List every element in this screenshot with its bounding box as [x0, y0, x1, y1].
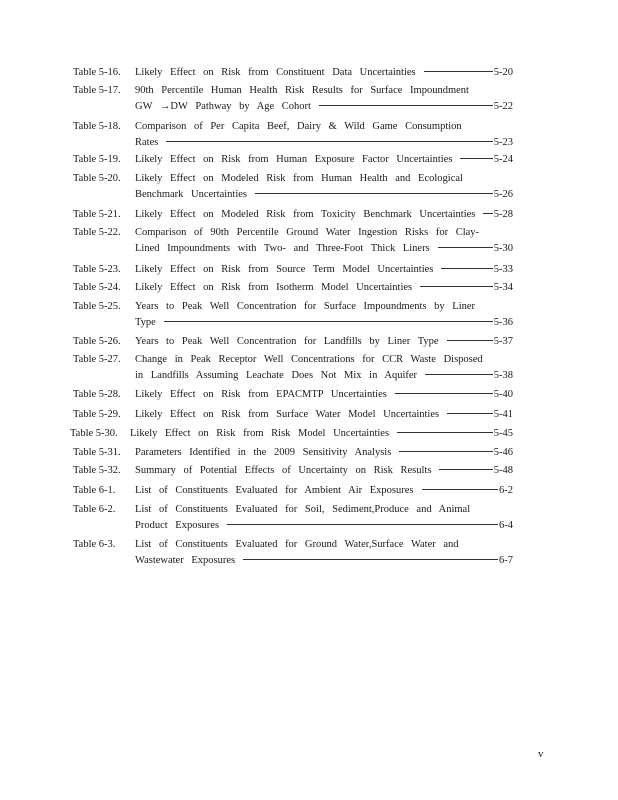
page-ref: 5-30 — [493, 243, 513, 254]
table-number: Table 5-17. — [73, 85, 121, 96]
page-number: v — [538, 748, 544, 760]
leader-line — [227, 524, 498, 525]
page-ref: 5-22 — [493, 101, 513, 112]
page-ref: 6-2 — [499, 485, 513, 496]
table-title-line: Likely Effect on Risk from Human Exposure Factor Uncertainties — [135, 154, 453, 165]
leader-line — [420, 286, 493, 287]
table-title-line: Years to Peak Well Concentration for Surface Impoundments by Liner — [135, 301, 476, 312]
page-ref: 5-41 — [493, 409, 513, 420]
leader-line — [319, 105, 493, 106]
table-title-line: Likely Effect on Risk from Isotherm Model Uncertainties — [135, 282, 413, 293]
page-ref: 5-38 — [493, 370, 513, 381]
table-title-line: Summary of Potential Effects of Uncertainty on Risk Results — [135, 465, 432, 476]
leader-line — [483, 213, 492, 214]
table-title-line: Product Exposures — [135, 520, 220, 531]
table-title-line: Years to Peak Well Concentration for Landfills by Liner Type — [135, 336, 439, 347]
leader-line — [447, 340, 493, 341]
table-number: Table 5-29. — [73, 409, 121, 420]
table-title-line: Likely Effect on Modeled Risk from Human Health and Ecological — [135, 173, 463, 184]
table-number: Table 5-21. — [73, 209, 121, 220]
page-ref: 5-40 — [493, 389, 513, 400]
table-number: Table 5-20. — [73, 173, 121, 184]
table-title-line: 90th Percentile Human Health Risk Results for Surface Impoundment — [135, 85, 469, 96]
table-title-line: Likely Effect on Risk from Constituent Data Uncertainties — [135, 67, 416, 78]
page-ref: 5-48 — [493, 465, 513, 476]
leader-line — [395, 393, 493, 394]
leader-line — [243, 559, 498, 560]
page-ref: 5-46 — [493, 447, 513, 458]
leader-line — [425, 374, 493, 375]
leader-line — [399, 451, 492, 452]
page-ref: 5-24 — [493, 154, 513, 165]
page-ref: 6-4 — [499, 520, 513, 531]
table-title-line: Parameters Identified in the 2009 Sensitivity Analysis — [135, 447, 392, 458]
leader-line — [424, 71, 493, 72]
table-title-line: Likely Effect on Risk from Source Term Model Uncertainties — [135, 264, 434, 275]
table-title-line: Change in Peak Receptor Well Concentrations for CCR Waste Disposed — [135, 354, 483, 365]
page-ref: 5-26 — [493, 189, 513, 200]
table-title-line: Lined Impoundments with Two- and Three-Foot Thick Liners — [135, 243, 430, 254]
page-ref: 5-23 — [493, 137, 513, 148]
table-number: Table 5-32. — [73, 465, 121, 476]
leader-line — [460, 158, 492, 159]
page-ref: 5-33 — [493, 264, 513, 275]
page-ref: 5-20 — [493, 67, 513, 78]
table-number: Table 6-1. — [73, 485, 116, 496]
leader-line — [439, 469, 492, 470]
leader-line — [166, 141, 492, 142]
table-number: Table 5-25. — [73, 301, 121, 312]
leader-line — [441, 268, 492, 269]
leader-line — [422, 489, 498, 490]
table-title-line: Likely Effect on Risk from Risk Model Uncertainties — [130, 428, 390, 439]
leader-line — [397, 432, 493, 433]
leader-line — [164, 321, 493, 322]
table-number: Table 5-30. — [70, 428, 118, 439]
table-title-line: Benchmark Uncertainties — [135, 189, 247, 200]
table-title-line: Comparison of 90th Percentile Ground Water Ingestion Risks for Clay- — [135, 227, 480, 238]
table-title-line: in Landfills Assuming Leachate Does Not Mix in Aquifer — [135, 370, 418, 381]
page-ref: 5-37 — [493, 336, 513, 347]
leader-line — [447, 413, 493, 414]
table-number: Table 5-22. — [73, 227, 121, 238]
table-title-line: List of Constituents Evaluated for Ground Water,Surface Water and — [135, 539, 459, 550]
table-title-line: Wastewater Exposures — [135, 555, 236, 566]
table-number: Table 5-18. — [73, 121, 121, 132]
table-title-line: List of Constituents Evaluated for Soil, Sediment,Produce and Animal — [135, 504, 471, 515]
table-title-line: Comparison of Per Capita Beef, Dairy & Wild Game Consumption — [135, 121, 462, 132]
table-number: Table 6-2. — [73, 504, 116, 515]
leader-line — [438, 247, 493, 248]
table-number: Table 5-24. — [73, 282, 121, 293]
page-ref: 5-45 — [493, 428, 513, 439]
table-number: Table 6-3. — [73, 539, 116, 550]
table-title-line: Rates — [135, 137, 159, 148]
page-ref: 5-36 — [493, 317, 513, 328]
leader-line — [255, 193, 493, 194]
table-number: Table 5-27. — [73, 354, 121, 365]
table-number: Table 5-26. — [73, 336, 121, 347]
table-title-line: Type — [135, 317, 156, 328]
table-title-line: List of Constituents Evaluated for Ambient Air Exposures — [135, 485, 414, 496]
table-title-line: Likely Effect on Risk from EPACMTP Uncertainties — [135, 389, 387, 400]
page-ref: 5-28 — [493, 209, 513, 220]
table-title-line: GW →DW Pathway by Age Cohort — [135, 101, 311, 112]
table-number: Table 5-31. — [73, 447, 121, 458]
table-title-line: Likely Effect on Risk from Surface Water Model Uncertainties — [135, 409, 440, 420]
table-number: Table 5-16. — [73, 67, 121, 78]
table-number: Table 5-19. — [73, 154, 121, 165]
table-title-line: Likely Effect on Modeled Risk from Toxicity Benchmark Uncertainties — [135, 209, 476, 220]
page-ref: 5-34 — [493, 282, 513, 293]
page-ref: 6-7 — [499, 555, 513, 566]
table-number: Table 5-28. — [73, 389, 121, 400]
table-number: Table 5-23. — [73, 264, 121, 275]
